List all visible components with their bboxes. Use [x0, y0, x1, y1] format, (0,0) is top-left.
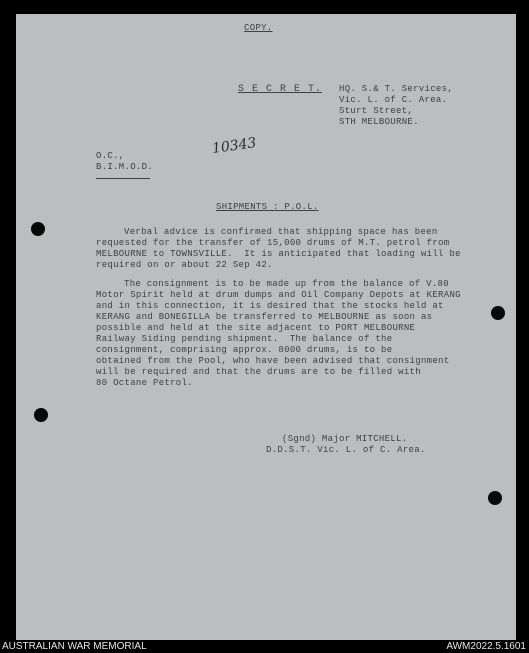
address-line: Vic. L. of C. Area. — [339, 95, 448, 105]
addressee-rule — [96, 178, 150, 179]
footer-credit: AUSTRALIAN WAR MEMORIAL — [2, 641, 147, 652]
document-page — [16, 14, 516, 640]
paragraph-line: Motor Spirit held at drum dumps and Oil Company Depots at KERANG — [96, 290, 461, 300]
paragraph-line: MELBOURNE to TOWNSVILLE. It is anticipated that loading will be — [96, 249, 461, 259]
paragraph-line: consignment, comprising approx. 8000 drums, is to be — [96, 345, 393, 355]
addressee-line: O.C., — [96, 151, 125, 161]
signature-line: (Sgnd) Major MITCHELL. — [282, 434, 408, 444]
paragraph-line: and in this connection, it is desired that the stocks held at — [96, 301, 444, 311]
paragraph-line: 80 Octane Petrol. — [96, 378, 193, 388]
address-line: HQ. S.& T. Services, — [339, 84, 454, 94]
punch-hole — [31, 222, 45, 236]
paragraph-line: will be required and that the drums are to be filled with — [96, 367, 421, 377]
punch-hole — [488, 491, 502, 505]
paragraph-line: requested for the transfer of 15,000 drums of M.T. petrol from — [96, 238, 450, 248]
classification-heading: S E C R E T. — [238, 84, 323, 95]
signature-line: D.D.S.T. Vic. L. of C. Area. — [266, 445, 426, 455]
footer-reference: AWM2022.5.1601 — [446, 641, 526, 652]
punch-hole — [491, 306, 505, 320]
addressee-line: B.I.M.O.D. — [96, 162, 154, 172]
address-line: STH MELBOURNE. — [339, 117, 419, 127]
paragraph-line: required on or about 22 Sep 42. — [96, 260, 273, 270]
paragraph-line: obtained from the Pool, who have been advised that consignment — [96, 356, 450, 366]
paragraph-line: KERANG and BONEGILLA be transferred to MELBOURNE as soon as — [96, 312, 433, 322]
address-line: Sturt Street, — [339, 106, 414, 116]
paragraph-line: Railway Siding pending shipment. The balance of the — [96, 334, 393, 344]
paragraph-line: Verbal advice is confirmed that shipping space has been — [124, 227, 438, 237]
punch-hole — [34, 408, 48, 422]
paragraph-line: possible and held at the site adjacent to PORT MELBOURNE — [96, 323, 416, 333]
paragraph-line: The consignment is to be made up from the balance of V.80 — [124, 279, 449, 289]
subject-heading: SHIPMENTS : P.O.L. — [216, 202, 319, 212]
copy-label: COPY. — [244, 23, 273, 33]
handwritten-file-number: 10343 — [211, 134, 258, 158]
